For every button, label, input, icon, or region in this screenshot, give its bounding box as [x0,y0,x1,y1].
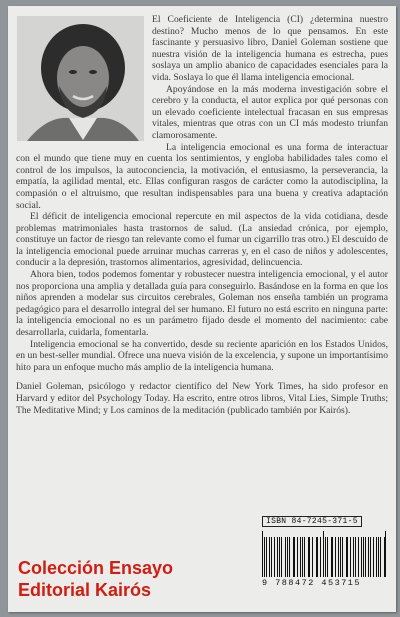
barcode-bar [353,537,354,577]
barcode-bar [378,537,379,577]
barcode-bar [335,537,336,577]
synopsis-paragraph: La inteligencia emocional es una forma de interactuar con el mundo que tiene muy en cuenta los sentimientos, y engloba habilidades tales como el control de los impulsos, la autoconciencia, la motivación, el entusiasmo, la perseverancia, la empatía, la agilidad mental, etc. Ellas configuran rasgos de carácter como la autodisciplina, la compasión o el altruismo, que resultan indispensables para una buena y creativa adaptación social. [16,141,388,211]
barcode-bar [262,531,263,577]
synopsis-paragraph: Ahora bien, todos podemos fomentar y robustecer nuestra inteligencia emocional, y el autor nos proporciona una amplia y detallada guía para conseguirlo. Basándose en la forma en que los niños aprenden a modelar sus circuitos cerebrales, Goleman nos enseña también un programa pedagógico para el desarrollo integral del ser humano. El futuro no está escrito en ninguna parte: la inteligencia emocional no es un parámetro fijado desde el momento del nacimiento: cabe desarrollarla, cuidarla, fomentarla. [16,269,388,339]
barcode-bar [297,537,298,577]
back-cover [8,6,396,612]
barcode-bar [271,537,272,577]
barcode [262,531,388,577]
barcode-bar [368,537,369,577]
publisher-name: Editorial Kairós [18,580,152,600]
barcode-bar [285,537,286,577]
barcode-bar [281,537,282,577]
synopsis-paragraph: El Coeficiente de Inteligencia (CI) ¿determina nuestro destino? Mucho menos de lo que pensamos. En este fascinante y persuasivo libro, Daniel Goleman sostiene que nuestra visión de la inteligencia humana es estrecha, pues soslaya un amplio abanico de capacidades esenciales para la vida. Soslaya lo que él llama inteligencia emocional. [152,14,388,83]
isbn-block [262,510,388,588]
barcode-bar [323,531,324,577]
synopsis-text [16,6,388,416]
collection-name: Colección Ensayo [18,558,174,578]
barcode-bar [309,537,310,577]
barcode-bar [370,537,371,577]
barcode-bar [327,537,328,577]
publisher-block [18,557,173,601]
barcode-bar [289,537,290,577]
isbn-number: ISBN 84-7245-371-5 [262,516,362,527]
synopsis-paragraph: El déficit de inteligencia emocional repercute en mil aspectos de la vida cotidiana, desde problemas matrimoniales hasta trastornos de salud. (La ansiedad crónica, por ejemplo, constituye un factor de riesgo tan relevante como el fumar un cigarrillo tras otro.) El descuido de la inteligencia emocional puede arruinar muchas carreras y, en el caso de niños y adolescentes, conducir a la depresión, trastornos alimentarios, agresividad, delincuencia. [16,211,388,269]
barcode-bar [312,537,313,577]
barcode-bar [338,537,339,577]
barcode-bar [304,537,305,577]
barcode-bar [347,537,348,577]
author-bio: Daniel Goleman, psicólogo y redactor científico del New York Times, ha sido profesor en Harvard y editor del Psychology Today. Ha escrito, entre otros libros, Vital Lies, Simple Truths; The Meditative Mind; y Los caminos de la meditación (publicado también por Kairós). [16,381,388,416]
barcode-digits: 9 788472 453715 [262,578,362,588]
synopsis-paragraph: Inteligencia emocional se ha convertido, desde su reciente aparición en los Estados Unidos, en un best-seller mundial. Ofrece una nueva visión de la excelencia, y supone un importantísimo hito para un enfoque mucho más amplio de la inteligencia humana. [16,338,388,373]
barcode-bar [269,537,270,577]
barcode-bar [361,537,362,577]
synopsis-paragraph: Apoyándose en la más moderna investigación sobre el cerebro y la conducta, el autor explica por qué personas con un elevado coeficiente intelectual fracasan en sus empresas vitales, mientras que otras con un CI más modesto triunfan clamorosamente. [152,83,388,141]
barcode-bar [385,531,386,577]
